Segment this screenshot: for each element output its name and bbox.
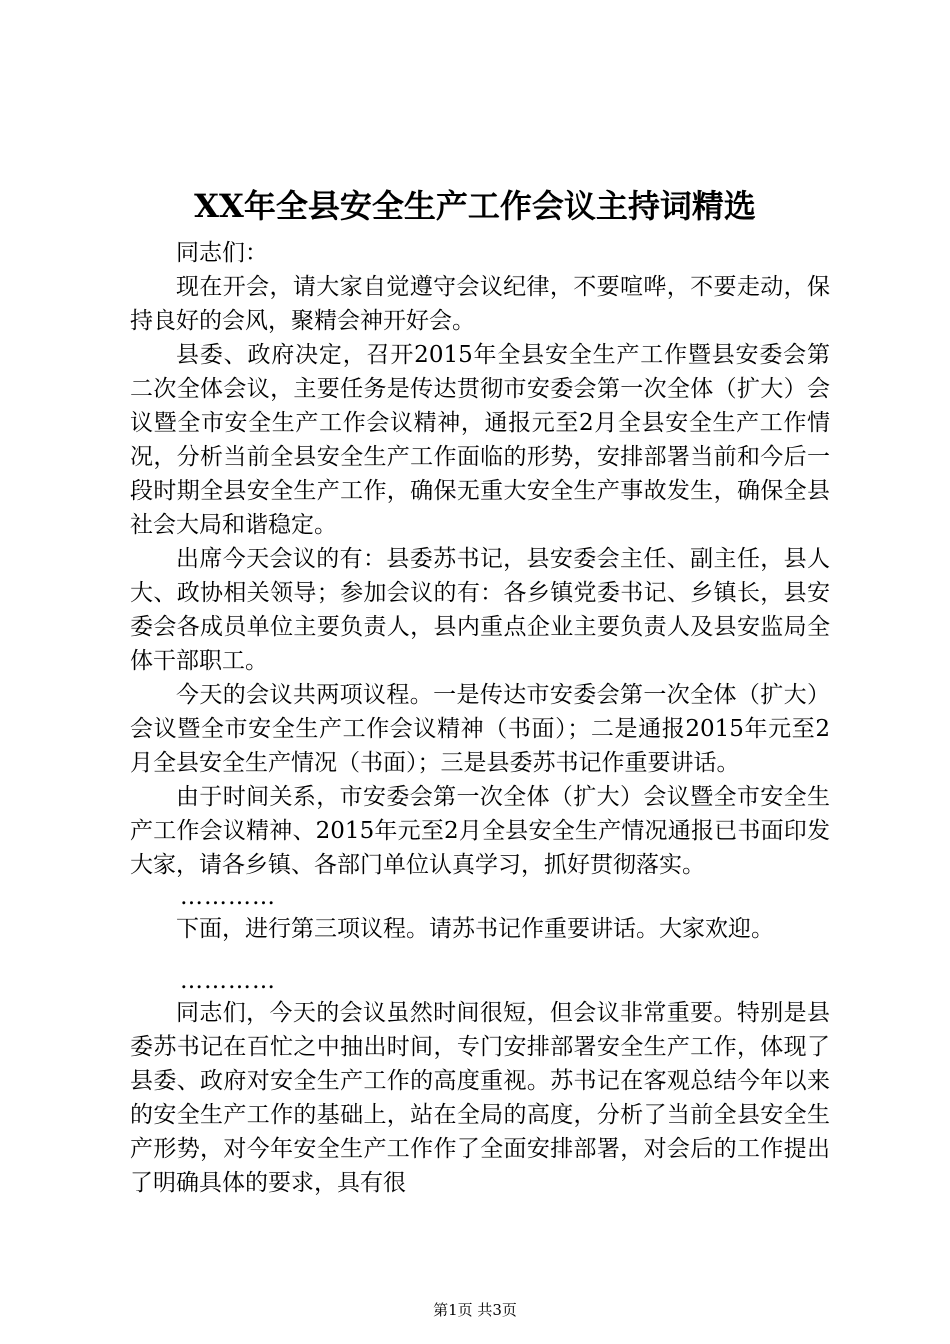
- document-title: XX年全县安全生产工作会议主持词精选: [194, 187, 756, 225]
- body-paragraph: 今天的会议共两项议程。一是传达市安委会第一次全体（扩大）会议暨全市安全生产工作会议精神（书面）；二是通报2015年元至2月全县安全生产情况（书面）；三是县委苏书记作重要讲话。: [130, 682, 830, 776]
- body-paragraph: 出席今天会议的有：县委苏书记，县安委会主任、副主任，县人大、政协相关领导；参加会议的有：各乡镇党委书记、乡镇长，县安委会各成员单位主要负责人，县内重点企业主要负责人及县安监局全体干部职工。: [130, 546, 830, 674]
- body-paragraph: 下面，进行第三项议程。请苏书记作重要讲话。大家欢迎。: [176, 916, 774, 942]
- body-paragraph: 现在开会，请大家自觉遵守会议纪律，不要喧哗，不要走动，保持良好的会风，聚精会神开好会。: [130, 274, 830, 334]
- ellipsis-divider: …………: [180, 968, 276, 994]
- ellipsis-divider: …………: [180, 884, 276, 910]
- body-paragraph: 由于时间关系，市安委会第一次全体（扩大）会议暨全市安全生产工作会议精神、2015年元至2月全县安全生产情况通报已书面印发大家，请各乡镇、各部门单位认真学习，抓好贯彻落实。: [130, 784, 830, 878]
- page-number: 第1页 共3页: [433, 1301, 517, 1319]
- document-body: [130, 236, 830, 1200]
- closing-paragraph: 同志们，今天的会议虽然时间很短，但会议非常重要。特别是县委苏书记在百忙之中抽出时间，专门安排部署安全生产工作，体现了县委、政府对安全生产工作的高度重视。苏书记在客观总结今年以来的安全生产工作的基础上，站在全局的高度，分析了当前全县安全生产形势，对今年安全生产工作作了全面安排部署，对会后的工作提出了明确具体的要求，具有很: [130, 1000, 830, 1196]
- body-paragraph: 县委、政府决定，召开2015年全县安全生产工作暨县安委会第二次全体会议，主要任务是传达贯彻市安委会第一次全体（扩大）会议暨全市安全生产工作会议精神，通报元至2月全县安全生产工作情况，分析当前全县安全生产工作面临的形势，安排部署当前和今后一段时期全县安全生产工作，确保无重大安全生产事故发生，确保全县社会大局和谐稳定。: [130, 342, 830, 538]
- greeting-paragraph: 同志们：: [176, 240, 268, 266]
